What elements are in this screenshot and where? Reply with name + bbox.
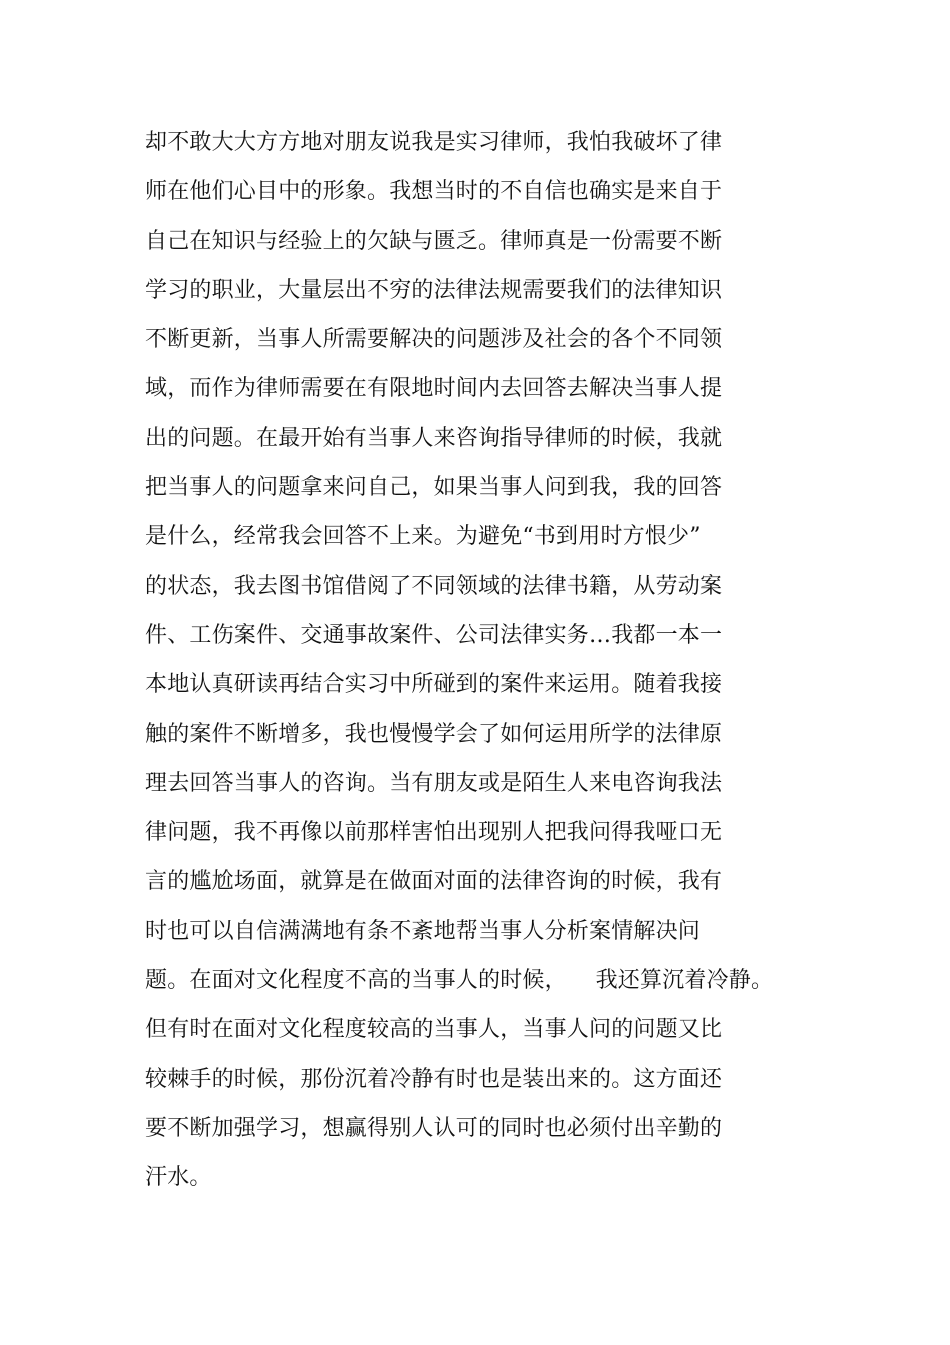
text-line: 师在他们心目中的形象。我想当时的不自信也确实是来自于 <box>145 179 723 205</box>
text-line: 汗水。 <box>145 1165 212 1191</box>
text-line: 把当事人的问题拿来问自己，如果当事人问到我，我的回答 <box>145 475 723 501</box>
text-line: 不断更新，当事人所需要解决的问题涉及社会的各个不同领 <box>145 327 723 353</box>
text-line: 域，而作为律师需要在有限地时间内去回答去解决当事人提 <box>145 376 723 402</box>
text-line: 本地认真研读再结合实习中所碰到的案件来运用。随着我接 <box>145 672 723 698</box>
text-line: 触的案件不断增多，我也慢慢学会了如何运用所学的法律原 <box>145 721 723 747</box>
text-line: 是什么，经常我会回答不上来。为避免“书到用时方恨少” <box>145 524 701 550</box>
text-line: 的状态，我去图书馆借阅了不同领域的法律书籍，从劳动案 <box>145 573 723 599</box>
text-line: 自己在知识与经验上的欠缺与匮乏。律师真是一份需要不断 <box>145 228 723 254</box>
text-line: 律问题，我不再像以前那样害怕出现别人把我问得我哑口无 <box>145 820 723 846</box>
text-line: 要不断加强学习，想赢得别人认可的同时也必须付出辛勤的 <box>145 1115 723 1141</box>
text-line: 时也可以自信满满地有条不紊地帮当事人分析案情解决问 <box>145 918 701 944</box>
text-line: 出的问题。在最开始有当事人来咨询指导律师的时候，我就 <box>145 425 723 451</box>
text-line: 理去回答当事人的咨询。当有朋友或是陌生人来电咨询我法 <box>145 770 723 796</box>
body-paragraph <box>145 118 845 1203</box>
text-line: 题。在面对文化程度不高的当事人的时候， 我还算沉着冷静。 <box>145 968 774 994</box>
text-line: 但有时在面对文化程度较高的当事人，当事人问的问题又比 <box>145 1017 723 1043</box>
text-line: 较棘手的时候，那份沉着冷静有时也是装出来的。这方面还 <box>145 1066 723 1092</box>
text-line: 学习的职业，大量层出不穷的法律法规需要我们的法律知识 <box>145 277 723 303</box>
text-line: 却不敢大大方方地对朋友说我是实习律师，我怕我破坏了律 <box>145 130 723 155</box>
text-line: 言的尴尬场面，就算是在做面对面的法律咨询的时候，我有 <box>145 869 723 895</box>
text-line: 件、工伤案件、交通事故案件、公司法律实务…我都一本一 <box>145 622 723 648</box>
